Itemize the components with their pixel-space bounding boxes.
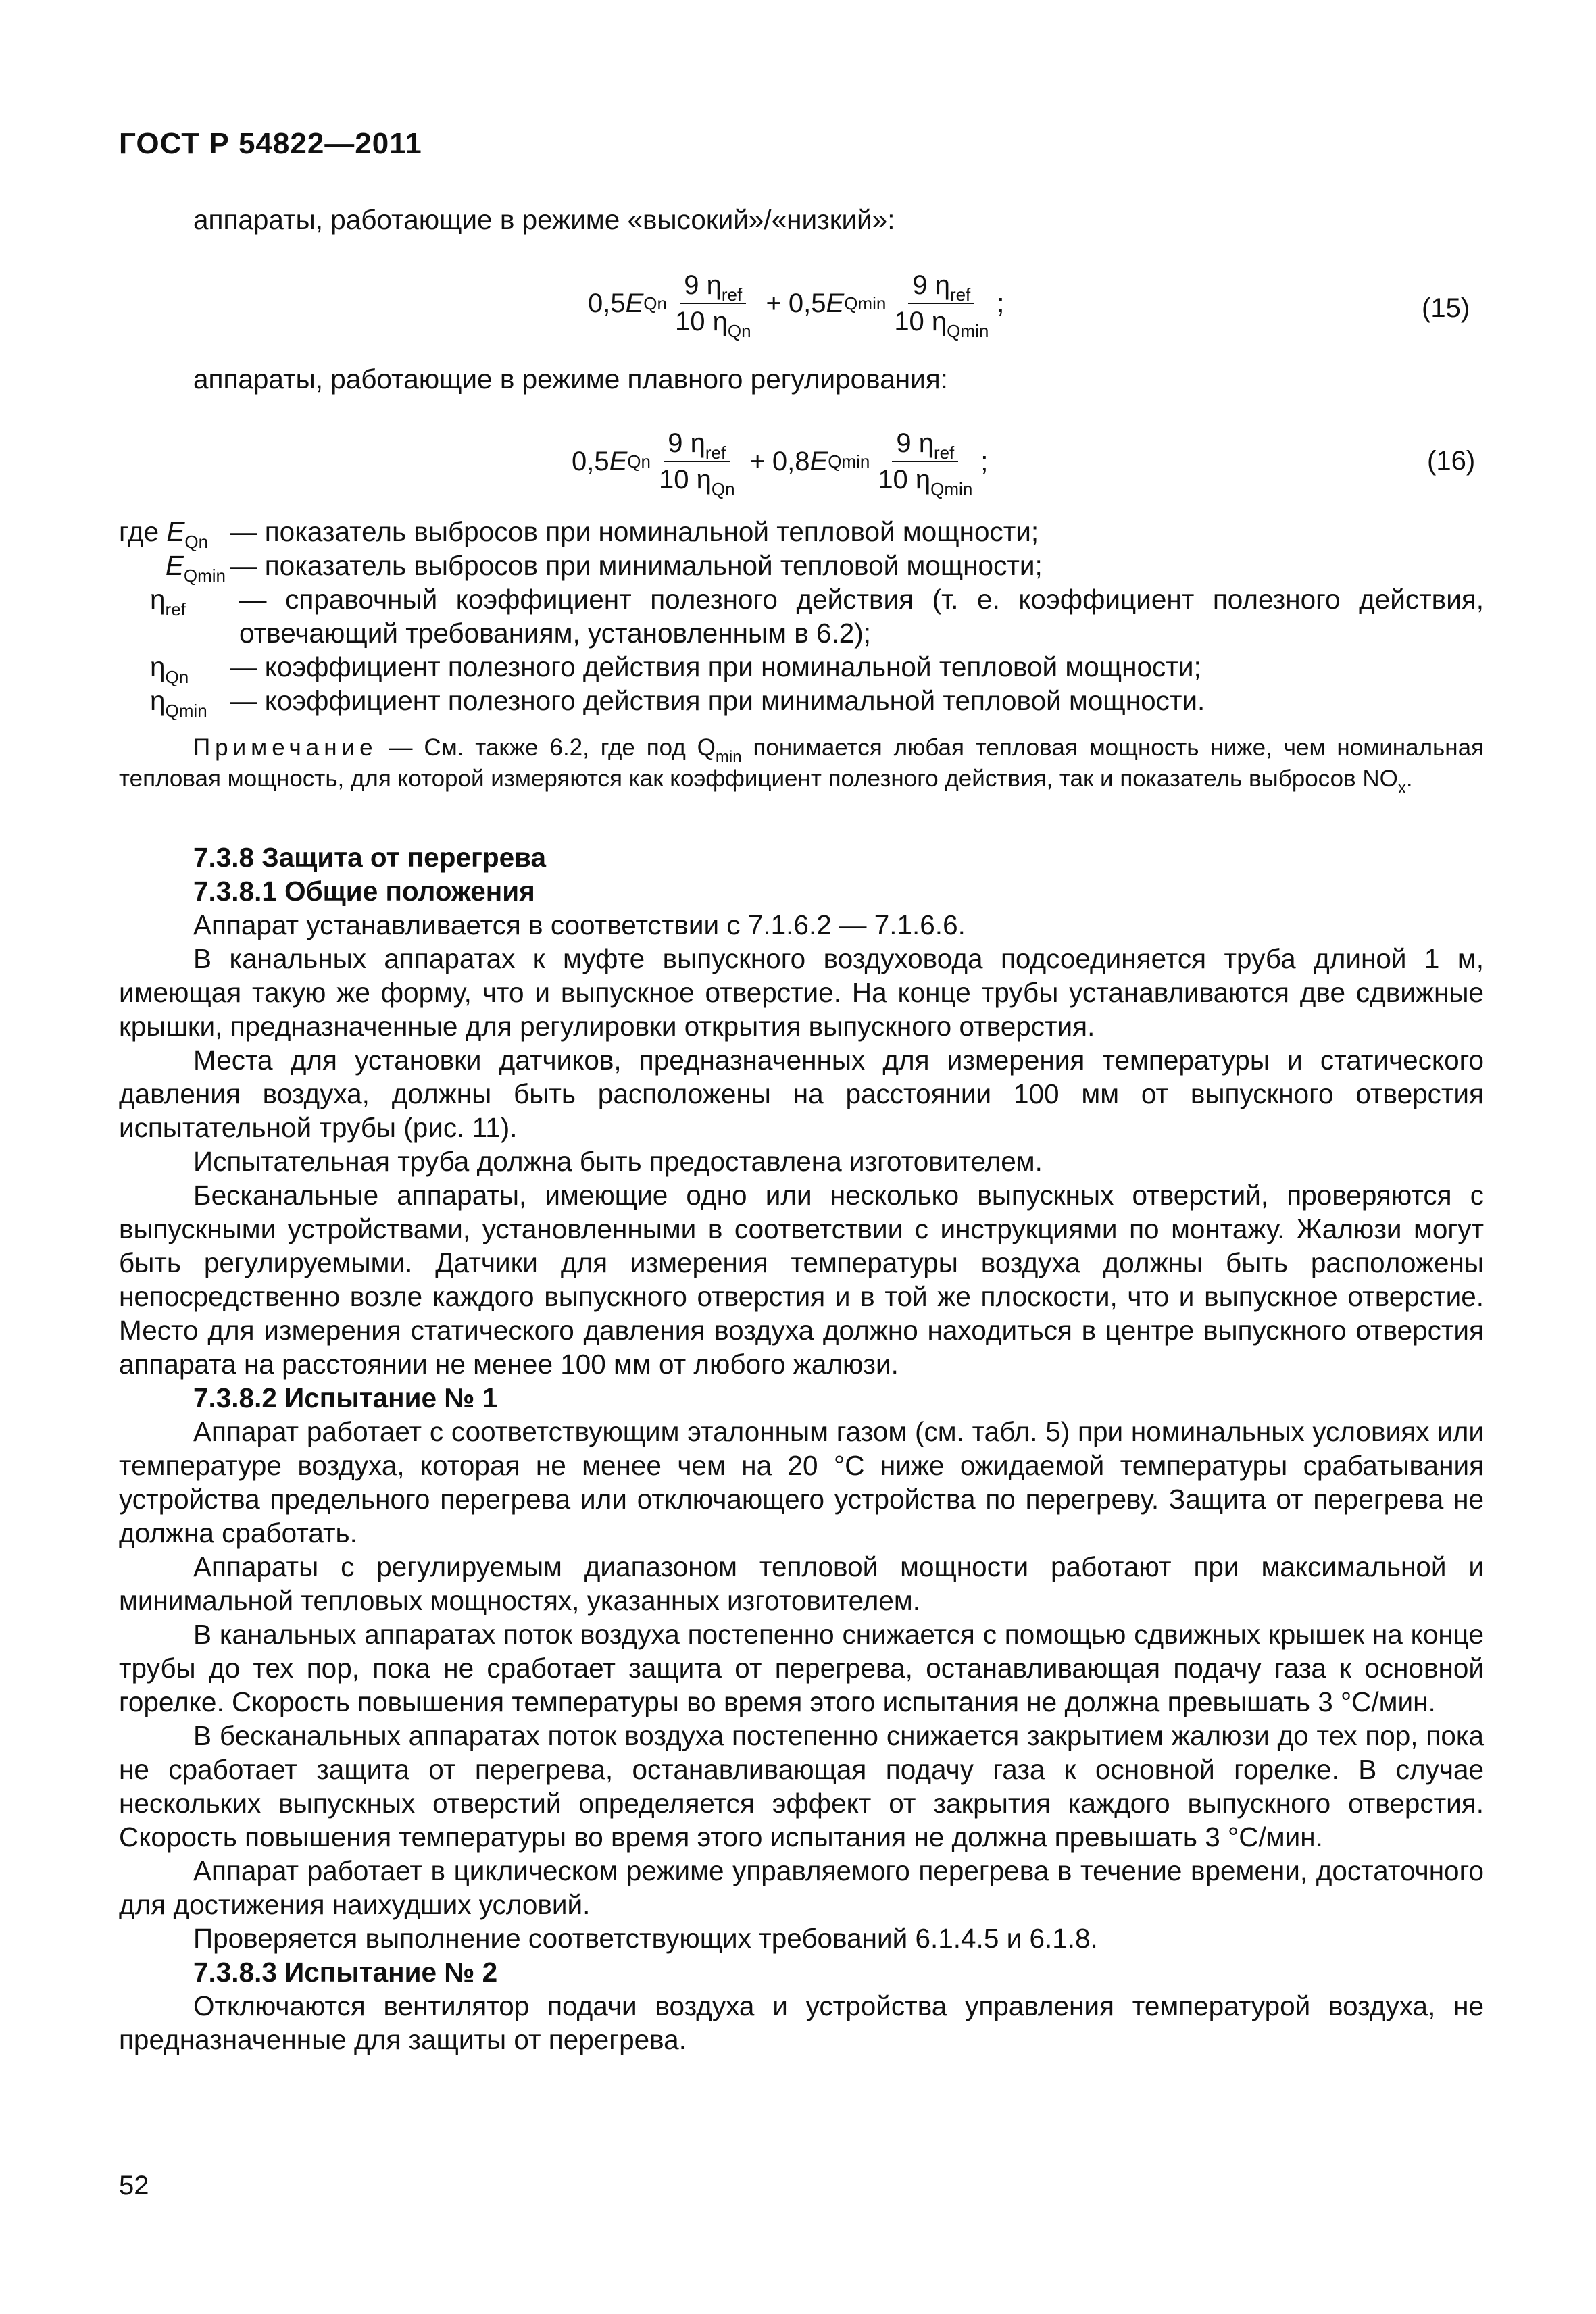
paragraph: Бесканальные аппараты, имеющие одно или несколько выпускных отверстий, проверяются с выпускными устройствами, установленными в соответствии с инструкциями по монтажу. Жалюзи могут быть регулируемыми. Датчики для измерения температуры воздуха должны быть расположены непосредственно возле каждого выпускного отверстия и в той же плоскости, что и выпускное отверстие. Место для измерения статического давления воздуха должно находиться в центре выпускного отверстия аппарата на расстоянии не менее 100 мм от любого жалюзи. [119,1180,1484,1380]
paragraph: Места для установки датчиков, предназначенных для измерения температуры и статического давления воздуха, должны быть расположены на расстоянии 100 мм от выпускного отверстия испытательной трубы (рис. 11). [119,1045,1484,1143]
f15-coef2: 0,5 [788,288,826,318]
heading-7-3-8: 7.3.8 Защита от перегрева [193,842,546,873]
heading-7-3-8-1: 7.3.8.1 Общие положения [193,876,535,907]
formula-15: 0,5 E Qn $\frac{9 \eta_{ref}}{10 \eta_{Qn}}$ + 0,5 E Qmin $\frac{9 \eta_{ref}}{10 \eta_{Qmin}}$ ; [588,270,1005,341]
heading-7-3-8-3: 7.3.8.3 Испытание № 2 [193,1957,498,1988]
formula-16: 0,5 E Qn $\frac{9 \eta_{ref}}{10 \eta_{Qn}}$ + 0,8 E Qmin $\frac{9 \eta_{ref}}{10 \eta_{Qmin}}$ ; [572,428,989,499]
paragraph: Аппарат работает в циклическом режиме управляемого перегрева в течение времени, достаточного для достижения наихудших условий. [119,1855,1484,1920]
legend-item: где $E_{Qn}$ — показатель выбросов при номинальной тепловой мощности; [119,516,1039,552]
equation-number-16: (16) [1427,446,1476,476]
legend-item: $\eta_{ref}$ — справочный коэффициент полезного действия (т. е. коэффициент полезного действия, отвечающий требованиям, установленным в 6.2); [150,584,1484,649]
note-label: Примечание [193,734,378,761]
paragraph: Проверяется выполнение соответствующих требований 6.1.4.5 и 6.1.8. [193,1923,1098,1954]
f15-fraction-1: $\frac{9 \eta_{ref}}{10 \eta_{Qn}}$ [674,270,751,341]
paragraph: В бесканальных аппаратах поток воздуха постепенно снижается закрытием жалюзи до тех пор, пока не сработает защита от перегрева, останавливающая подачу газа к основной горелке. В случае нескольких выпускных отверстий определяется эффект от закрытия каждого выпускного отверстия. Скорость повышения температуры во время этого испытания не должна превышать 3 °С/мин. [119,1720,1484,1853]
heading-7-3-8-2: 7.3.8.2 Испытание № 1 [193,1382,498,1413]
paragraph: В канальных аппаратах к муфте выпускного воздуховода подсоединяется труба длиной 1 м, имеющая такую же форму, что и выпускное отверстие. На конце трубы устанавливаются две сдвижные крышки, предназначенные для регулировки открытия выпускного отверстия. [119,943,1484,1042]
paragraph: В канальных аппаратах поток воздуха постепенно снижается с помощью сдвижных крышек на конце трубы до тех пор, пока не сработает защита от перегрева, останавливающая подачу газа к основной горелке. Скорость повышения температуры во время этого испытания не должна превышать 3 °С/мин. [119,1619,1484,1717]
legend-item: $\eta_{Qmin}$ — коэффициент полезного действия при минимальной тепловой мощности. [150,685,1205,721]
f16-fraction-1: $\frac{9 \eta_{ref}}{10 \eta_{Qn}}$ [658,428,735,499]
paragraph: Аппараты с регулируемым диапазоном тепловой мощности работают при максимальной и минимальной тепловых мощностях, указанных изготовителем. [119,1551,1484,1616]
section-7-3-8 [119,840,1484,2057]
note: Примечание — См. также 6.2, где под $Q_{min}$ понимается любая тепловая мощность ниже, чем номинальная тепловая мощность, для которой измеряются как коэффициент полезного действия, так и показатель выбросов $NO_x$. [119,734,1485,797]
paragraph: Аппарат работает с соответствующим эталонным газом (см. табл. 5) при номинальных условиях или температуре воздуха, которая не менее чем на 20 °С ниже ожидаемой температуры срабатывания устройства предельного перегрева или отключающего устройства по перегреву. Защита от перегрева не должна сработать. [119,1416,1484,1549]
f15-fraction-2: $\frac{9 \eta_{ref}}{10 \eta_{Qmin}}$ [894,270,989,341]
legend-item: $\eta_{Qn}$ — коэффициент полезного действия при номинальной тепловой мощности; [150,651,1201,687]
equation-number-15: (15) [1422,293,1470,323]
paragraph: Аппарат устанавливается в соответствии с 7.1.6.2 — 7.1.6.6. [193,909,966,940]
intro-high-low: аппараты, работающие в режиме «высокий»/«низкий»: [193,204,895,235]
symbol-legend [119,515,1484,721]
page-number: 52 [119,2171,149,2200]
f16-fraction-2: $\frac{9 \eta_{ref}}{10 \eta_{Qmin}}$ [878,428,973,499]
f15-coef1: 0,5 [588,288,626,318]
paragraph: Испытательная труба должна быть предоставлена изготовителем. [193,1146,1043,1177]
legend-item: $E_{Qmin}$ — показатель выбросов при минимальной тепловой мощности; [165,550,1043,586]
document-code: ГОСТ Р 54822—2011 [119,127,422,160]
paragraph: Отключаются вентилятор подачи воздуха и устройства управления температурой воздуха, не предназначенные для защиты от перегрева. [119,1990,1484,2055]
intro-modulating: аппараты, работающие в режиме плавного регулирования: [193,363,948,395]
